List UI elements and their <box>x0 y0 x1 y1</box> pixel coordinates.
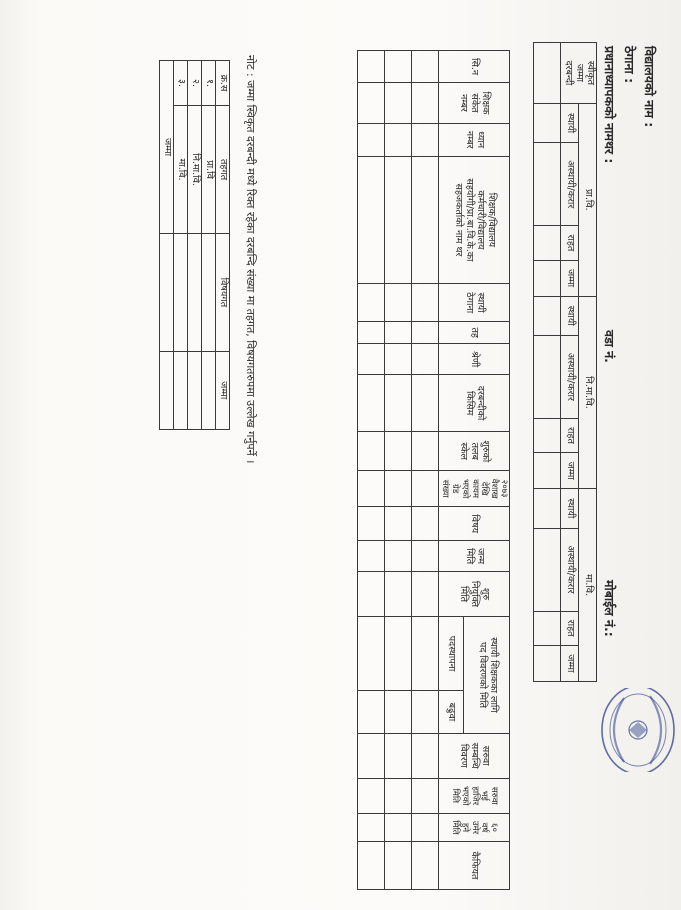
vac-col-subject: विषयगत <box>216 234 230 351</box>
office-stamp <box>590 688 681 772</box>
mobile-label: मोबाईल नं.: <box>602 580 617 637</box>
col-grade: श्रेणी <box>438 344 509 375</box>
col-post-type: दरबन्दीको किसिम <box>438 374 509 431</box>
address-label: ठेगाना : <box>622 46 637 84</box>
vac-row-sn: २. <box>188 61 202 106</box>
col-transfer-date: सरुवा भई हाजिर भएको मिति <box>438 778 509 813</box>
level-prathamik: प्रा.वि. <box>579 104 597 297</box>
col-address: स्थायी ठेगाना <box>438 284 509 322</box>
vac-col-total: जम्मा <box>216 351 230 429</box>
col-level: तह <box>438 322 509 344</box>
subhead: अस्थायी/करार <box>561 335 579 418</box>
vac-col-level: तहगत <box>216 106 230 234</box>
level-mavi: मा.वि. <box>579 489 597 682</box>
col-remarks: कैफियत <box>438 841 509 889</box>
col-post-detail-date: स्थायी शिक्षकका लागि पद विवरणको मिति <box>464 617 510 734</box>
subhead: जम्मा <box>561 645 579 681</box>
vacancy-table <box>159 60 230 430</box>
vac-row-sn: ३. <box>174 61 188 106</box>
darbandi-table <box>533 42 597 682</box>
vac-total-label: जम्मा <box>160 61 174 234</box>
subhead: स्थायी <box>561 104 579 143</box>
vac-row-sn: १. <box>202 61 216 106</box>
col-sn: सि.न <box>438 51 509 83</box>
subhead: राहत <box>561 611 579 645</box>
col-posting: पदस्थापना <box>438 617 464 691</box>
subhead: राहत <box>561 418 579 452</box>
col-transfer-detail: सरुवा सम्बन्धि विवरण <box>438 733 509 778</box>
col-dhyan-number: ध्यान नम्बर <box>438 123 509 156</box>
staff-table <box>357 50 510 890</box>
col-age60-date: ६० वर्ष उमेर हुने मिति <box>438 813 509 841</box>
col-subject: विषय <box>438 507 509 541</box>
subhead: स्थायी <box>561 296 579 335</box>
note-text: नोट : जम्मा स्विकृत दरबन्दी मध्ये रिक्त रहेका दरबन्दि संख्या मा तहगत, विषयगतरुपमा उल्लेख गर्नुपर्ने । <box>244 55 257 464</box>
vac-row-level: मा.वि. <box>174 106 188 234</box>
subhead: जम्मा <box>561 260 579 296</box>
col-teacher-code: शिक्षक संकेत नम्बर <box>438 83 509 124</box>
headteacher-label: प्रधानाध्यापकको नामथर : <box>602 46 617 164</box>
subhead: जम्मा <box>561 453 579 489</box>
subhead: स्थायी <box>561 489 579 528</box>
vac-col-sn: क्र.स <box>216 61 230 106</box>
col-name: शिक्षक/विद्यालय कर्मचारी/विद्यालय सहयोगी/प्रा.बा.वि.के.का सहजकर्ताको नाम थर <box>438 156 509 284</box>
col-promotion: बढुवा <box>438 691 464 734</box>
vac-row-level: प्रा.वि <box>202 106 216 234</box>
subhead: अस्थायी/करार <box>561 528 579 611</box>
col-salary-scale: शुरुको तलब स्केल <box>438 432 509 471</box>
level-nimavi: नि.मा.वि. <box>579 296 597 489</box>
col-appointment-date: शुरु नियुक्ति मिति <box>438 571 509 616</box>
subhead: राहत <box>561 226 579 260</box>
subhead: अस्थायी/करार <box>561 143 579 226</box>
vac-row-level: नि.मा.वि. <box>188 106 202 234</box>
darbandi-row-label: स्वीकृत जम्मा दरबन्दी <box>561 43 597 104</box>
col-dob: जन्म मिति <box>438 541 509 571</box>
school-name-label: विद्यालयको नाम : <box>642 46 657 128</box>
col-grade-count: २०७३ वैशाख देखि कायम भएको ग्रेड संख्या <box>438 471 509 507</box>
ward-label: वडा नं. <box>602 330 617 363</box>
